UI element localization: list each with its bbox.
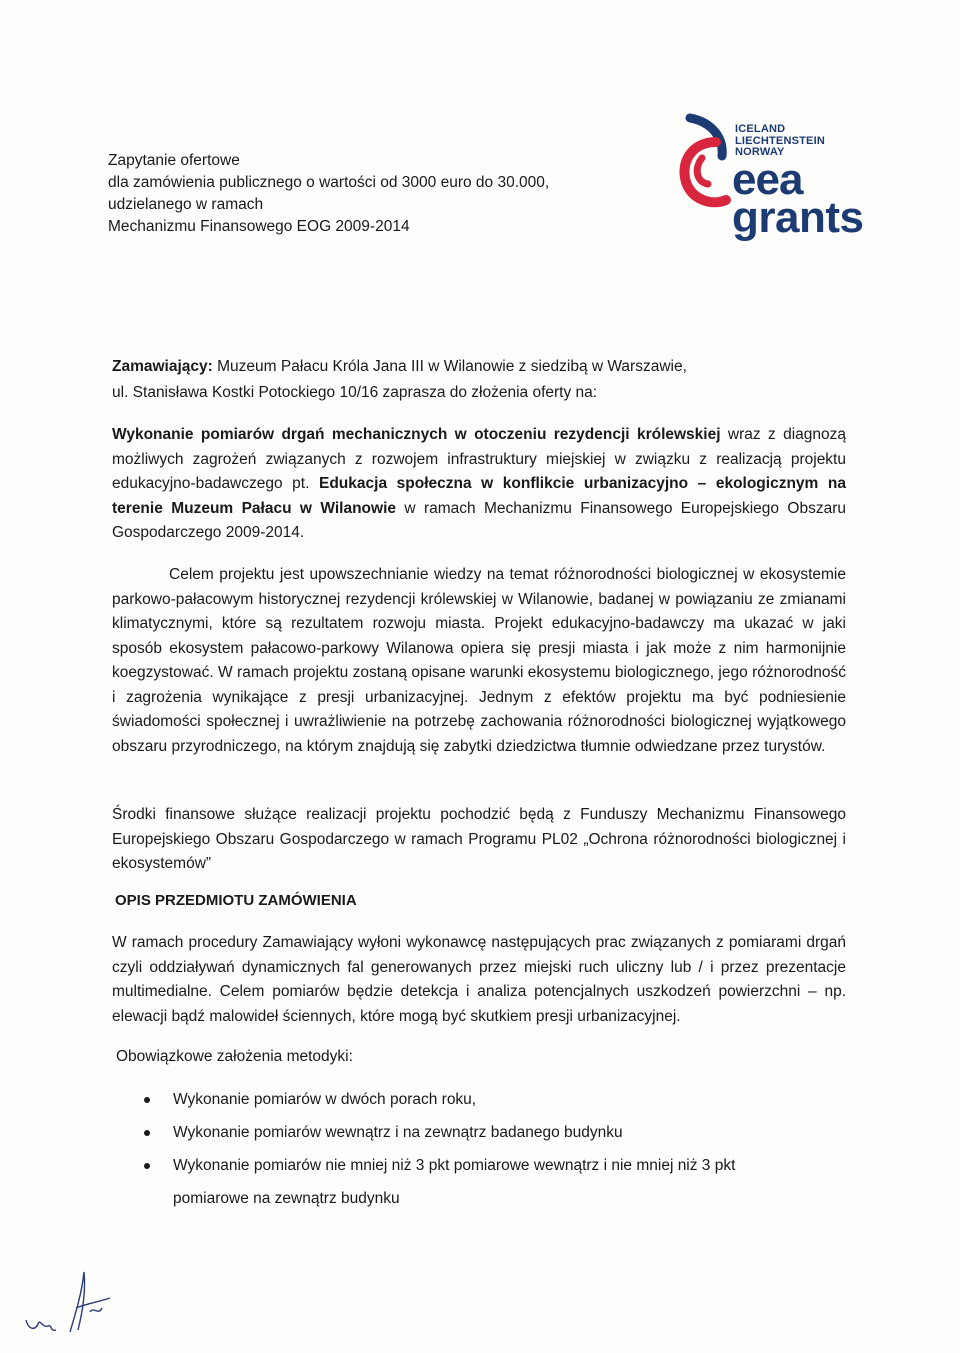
list-item-text: Wykonanie pomiarów wewnątrz i na zewnątrz badanego budynku: [173, 1124, 623, 1141]
list-item-text: Wykonanie pomiarów nie mniej niż 3 pkt pomiarowe wewnątrz i nie mniej niż 3 pkt: [173, 1157, 736, 1174]
list-item: [140, 1121, 820, 1144]
procedure-paragraph: W ramach procedury Zamawiający wyłoni wykonawcę następujących prac związanych z pomiarami drgań czyli oddziaływań dynamicznych fal generowanych przez miejski ruch uliczny lub / i przez prezentacje multimedialne. Celem pomiarów będzie detekcja i analiza potencjalnych uszkodzeń powierzchni – np. elewacji bądź malowideł ściennych, które mogą być skutkiem presji urbanizacyjnej.: [112, 934, 846, 1025]
methodology-title: Obowiązkowe założenia metodyki:: [116, 1048, 353, 1065]
scope-text-2: w ramach Mechanizmu Finansowego Europejskiego Obszaru Gospodarczego 2009-2014.: [112, 499, 846, 541]
bullet-icon: [144, 1130, 150, 1136]
bullet-icon: [144, 1163, 150, 1169]
header-line-1: Zapytanie ofertowe: [108, 152, 240, 169]
scope-text-1: wraz z diagnozą możliwych zagrożeń związanych z rozwojem infrastruktury miejskiej w związku z realizacją projektu edukacyjno-badawczego pt.: [112, 426, 847, 492]
logo-word-grants: grants: [732, 193, 864, 242]
header-line-3: udzielanego w ramach: [108, 196, 264, 213]
list-item: [140, 1088, 820, 1111]
document-header: [108, 150, 628, 238]
bullet-icon: [144, 1097, 150, 1103]
logo-word-eea: eea: [732, 155, 803, 204]
logo-country-norway: NORWAY: [735, 146, 785, 158]
intro-line-2: ul. Stanisława Kostki Potockiego 10/16 zaprasza do złożenia oferty na:: [112, 384, 598, 401]
header-line-4: Mechanizmu Finansowego EOG 2009-2014: [108, 218, 410, 235]
logo-countries: [735, 124, 825, 159]
logo-swirl-inner: [697, 158, 708, 184]
scope-paragraph: [112, 423, 846, 546]
signature-stroke-1: [26, 1320, 56, 1330]
project-goal-paragraph: Celem projektu jest upowszechnianie wiedzy na temat różnorodności biologicznej w ekosystemie parkowo-pałacowym historycznej rezydencji królewskiej w Wilanowie, badanej w powiązaniu ze zmianami klimatycznymi, które są rezultatem rozwoju miasta. Projekt edukacyjno-badawczy ma ukazać w jaki sposób ekosystem pałacowo-parkowy Wilanowa opiera się presji miasta i jak może z nim harmonijnie koegzystować. W ramach projektu zostaną opisane warunki ekosystemu biologicznego, jego różnorodność i zagrożenia wynikające z presji urbanizacyjnej. Jednym z efektów projektu ma być podniesienie świadomości społecznej i uwrażliwienie na potrzebę zachowania różnorodności biologicznej wyjątkowego obszaru przyrodniczego, na którym znajdują się zabytki dziedzictwa tłumnie odwiedzane przez turystów.: [112, 566, 846, 755]
list-item: [140, 1154, 820, 1210]
logo-country-liechtenstein: LIECHTENSTEIN: [735, 134, 825, 147]
header-line-2: dla zamówienia publicznego o wartości od 3000 euro do 30.000,: [108, 174, 550, 191]
intro-paragraph: [112, 354, 846, 406]
signature-stroke-2: [70, 1272, 85, 1332]
eea-grants-logo: [672, 112, 882, 262]
signature-stroke-4: [90, 1308, 102, 1312]
funding-paragraph: Środki finansowe służące realizacji projektu pochodzić będą z Funduszy Mechanizmu Finansowego Europejskiego Obszaru Gospodarczego w ramach Programu PL02 „Ochrona różnorodności biologicznej i ekosystemów”: [112, 806, 846, 872]
methodology-list: [140, 1088, 820, 1220]
signature-stroke-3: [76, 1298, 110, 1308]
scope-bold-2: Edukacja społeczna w konflikcie urbanizacyjno – ekologicznym na terenie Muzeum Pałacu w Wilanowie: [112, 475, 846, 517]
scope-bold-1: Wykonanie pomiarów drgań mechanicznych w otoczeniu rezydencji królewskiej: [112, 426, 721, 443]
handwritten-signature: [20, 1262, 130, 1342]
intro-line-1: Muzeum Pałacu Króla Jana III w Wilanowie z siedzibą w Warszawie,: [212, 358, 687, 375]
eea-logo-mark-icon: [672, 112, 736, 222]
intro-label: Zamawiający:: [112, 358, 213, 375]
logo-country-iceland: ICELAND: [735, 123, 786, 135]
section-title: OPIS PRZEDMIOTU ZAMÓWIENIA: [115, 892, 357, 909]
list-item-text: Wykonanie pomiarów w dwóch porach roku,: [173, 1091, 477, 1108]
list-item-text-continued: pomiarowe na zewnątrz budynku: [173, 1190, 400, 1207]
